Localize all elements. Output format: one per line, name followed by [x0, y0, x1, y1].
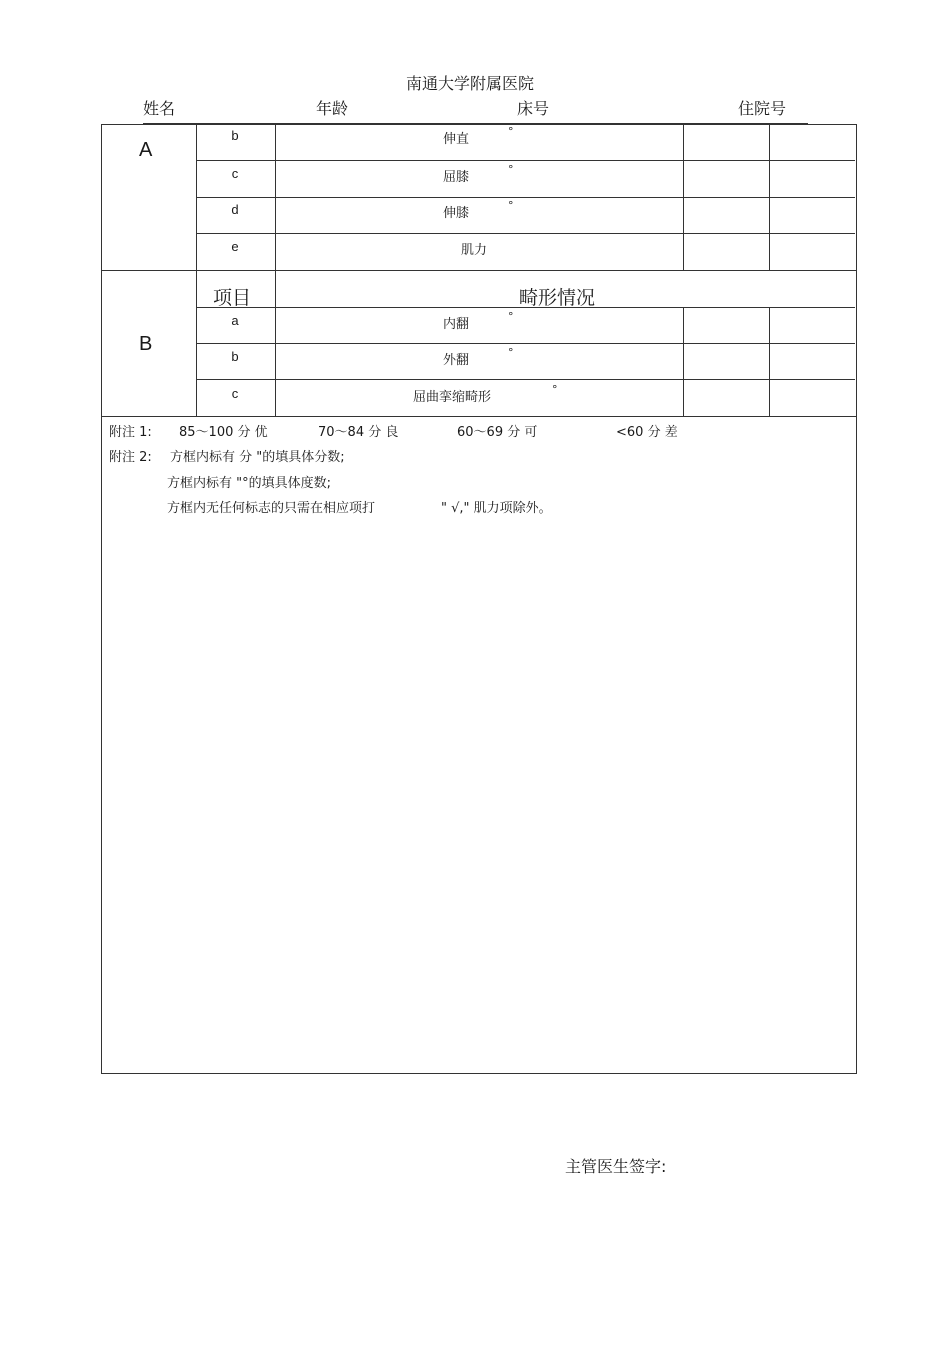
row-code: d: [231, 202, 239, 217]
col-divider: [275, 124, 276, 416]
row-code: b: [231, 128, 239, 143]
col-divider: [769, 307, 770, 416]
row-code: b: [231, 349, 239, 364]
row-divider: [196, 160, 855, 161]
admission-number-label: 住院号: [738, 99, 787, 118]
bed-label: 床号: [517, 99, 550, 118]
row-item: 内翻: [443, 317, 470, 332]
row-item: 肌力: [461, 243, 488, 258]
section-a-label: A: [139, 139, 153, 161]
row-divider: [196, 343, 855, 344]
row-divider: [196, 233, 855, 234]
grade-good: 70～84 分 良: [318, 425, 399, 440]
note-1-label: 附注 1:: [109, 425, 152, 440]
note-2-line-2: 方框内标有 "°的填具体度数;: [167, 476, 331, 491]
col-divider: [683, 307, 684, 416]
note-2-line-3: 方框内无任何标志的只需在相应项打: [167, 501, 376, 516]
col-divider: [683, 124, 684, 270]
row-code: e: [231, 239, 239, 254]
row-item: 屈曲挛缩畸形: [413, 390, 492, 405]
row-item: 伸膝: [443, 206, 470, 221]
name-label: 姓名: [143, 99, 176, 118]
row-item: 外翻: [443, 353, 470, 368]
grade-poor: <60 分 差: [616, 425, 678, 440]
degree-mark: °: [552, 383, 558, 396]
doctor-signature-label: 主管医生签字:: [565, 1157, 667, 1176]
grade-fair: 60～69 分 可: [457, 425, 538, 440]
col-divider: [769, 124, 770, 270]
section-divider: [101, 416, 856, 417]
note-2-line-1: 方框内标有 分 "的填具体分数;: [170, 450, 345, 465]
form-frame: [101, 124, 857, 1074]
degree-mark: °: [508, 199, 514, 212]
section-divider: [101, 270, 856, 271]
note-2-label: 附注 2:: [109, 450, 152, 465]
age-label: 年龄: [316, 99, 349, 118]
row-code: a: [231, 313, 239, 328]
row-code: c: [231, 166, 239, 181]
row-divider: [196, 379, 855, 380]
degree-mark: °: [508, 310, 514, 323]
note-2-line-3-tail: " √," 肌力项除外。: [441, 501, 552, 516]
section-b-label: B: [139, 333, 153, 355]
row-item: 屈膝: [443, 170, 470, 185]
degree-mark: °: [508, 163, 514, 176]
row-code: c: [231, 386, 239, 401]
hospital-title: 南通大学附属医院: [405, 74, 534, 93]
grade-excellent: 85～100 分 优: [179, 425, 268, 440]
row-item: 伸直: [443, 132, 470, 147]
column-header-deformity: 畸形情况: [519, 287, 596, 309]
column-header-item: 项目: [213, 287, 252, 309]
degree-mark: °: [508, 125, 514, 138]
degree-mark: °: [508, 346, 514, 359]
row-divider: [196, 197, 855, 198]
